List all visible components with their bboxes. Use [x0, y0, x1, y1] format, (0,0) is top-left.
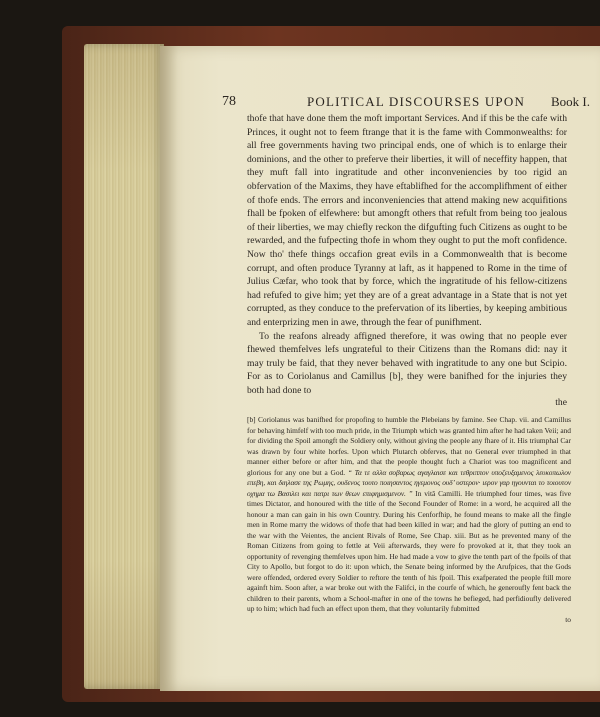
paragraph: thofe that have done them the moft important Services. And if this be the cafe with Princes, it ought not to feem ftrange that it is the fame with Commonwealths: for all free governments having two principal ends, one of which is to enlarge their dominions, and the other to preferve their liberties, it will of neceffity happen, that they muft fall into ingratitude and other inconveniencies by too rigid an obfervation of the Maxims, they have eftablifhed for the accomplifhment of either of thofe ends. The errors and inconveniencies that attend making new acquifitions fhall be fpoken of elfewhere: but amongft others that refult from being too jealous of their liberties, we may chiefly reckon the difgufting fuch Citizens as ought to be rewarded, and the fufpecting thofe in whom they ought to put the moft confidence. Now tho' thefe things occafion great evils in a Commonwealth that is become corrupt, and often produce Tyranny at laft, as it happened to Rome in the time of Julius Cæfar, who took that by force, which the ingratitude of his fellow-citizens had refufed to give him; yet they are of a great advantage in a State that is not yet corrupted, as they conduce to the prefervation of its liberties, by keeping ambitious and enterprizing men in awe, through the fear of punifhment. — [247, 113, 567, 328]
footnote — [247, 415, 571, 615]
body-text — [247, 112, 567, 397]
page-content — [222, 94, 600, 624]
running-head-title: POLITICAL DISCOURSES UPON — [307, 94, 526, 109]
footnote-catchword: to — [565, 614, 571, 624]
footnote-text-continued: In vitâ Camilli. He triumphed four times, was five times Dictator, and honoured with the title of the Second Founder of Rome: in a word, he acquired all the honour a man can gain in his own Country. During his Cenforfhip, he found means to make all the fingle men in Rome marry the widows of thofe that had been killed in war; and had the glory of putting an end to the war with the Veientes, the ancient Rivals of Rome, See Chap. xiii. But as he prevented many of the Roman Citizens from going to fettle at Veii afterwards, they were fo provoked at it, that they took an opportunity of revenging themfelves upon him. He had made a vow to give the tenth part of the fpoils of that City to Apollo, but forgot to do it: upon which, the Senate being informed by the Arufpices, that the Gods were offended, ordered every Soldier to reftore the tenth of his fpoil. This exafperated the people ftill more againft him. Soon after, a war broke out with the Falifci, in the courfe of which, he generoufly fent back the children to their parents, whom a School-mafter in one of the towns he befieged, had perfidioufly delivered up to him; which had fuch an effect upon them, that they voluntarily fubmitted — [247, 488, 571, 614]
footnote-greek-quote: “ Τα τε αλλα σοβαρως αγαγλαισε και τεθριππον υποζευξαμενος λευκοπωλον επεβη, και διηλασε της Ρωμης, ουδενος τουτο ποιησαντος ηγεμονος ουδ’ υστερον· ιερον γαρ ηγουνται το τοιουτον οχημα τω Βασιλει και πατρι των θεων επιφημισμενον. ” — [247, 467, 571, 498]
page-number: 78 — [222, 94, 236, 109]
page-edges — [84, 44, 164, 689]
running-head — [222, 94, 590, 112]
catchword: the — [555, 397, 567, 409]
footnote-text: [b] Coriolanus was banifhed for propofing to humble the Plebeians by famine. See Chap. vii. and Camillus for behaving himfelf with too much pride, in the Triumph which was granted him after he had taken Veii; and for dividing the Spoil amongft the Soldiery only, without giving the people any fhare of it. His triumphal Car was drawn by four white horfes. Upon which Plutarch obferves, that no General ever triumphed in that manner either before or after him, and that the people thought fuch a Chariot was too magnificent and glorious for any one but a God. — [247, 415, 571, 477]
running-head-book: Book I. — [551, 94, 590, 109]
paragraph: To the reafons already affigned therefore, it was owing that no people ever fhewed themfelves lefs ungrateful to their Citizens than the Romans did: nay it may truly be faid, that they never behaved with ingratitude to any one but Scipio. For as to Coriolanus and Camillus [b], they were banifhed for the injuries they both had done to — [247, 330, 567, 396]
book-page — [160, 46, 600, 691]
